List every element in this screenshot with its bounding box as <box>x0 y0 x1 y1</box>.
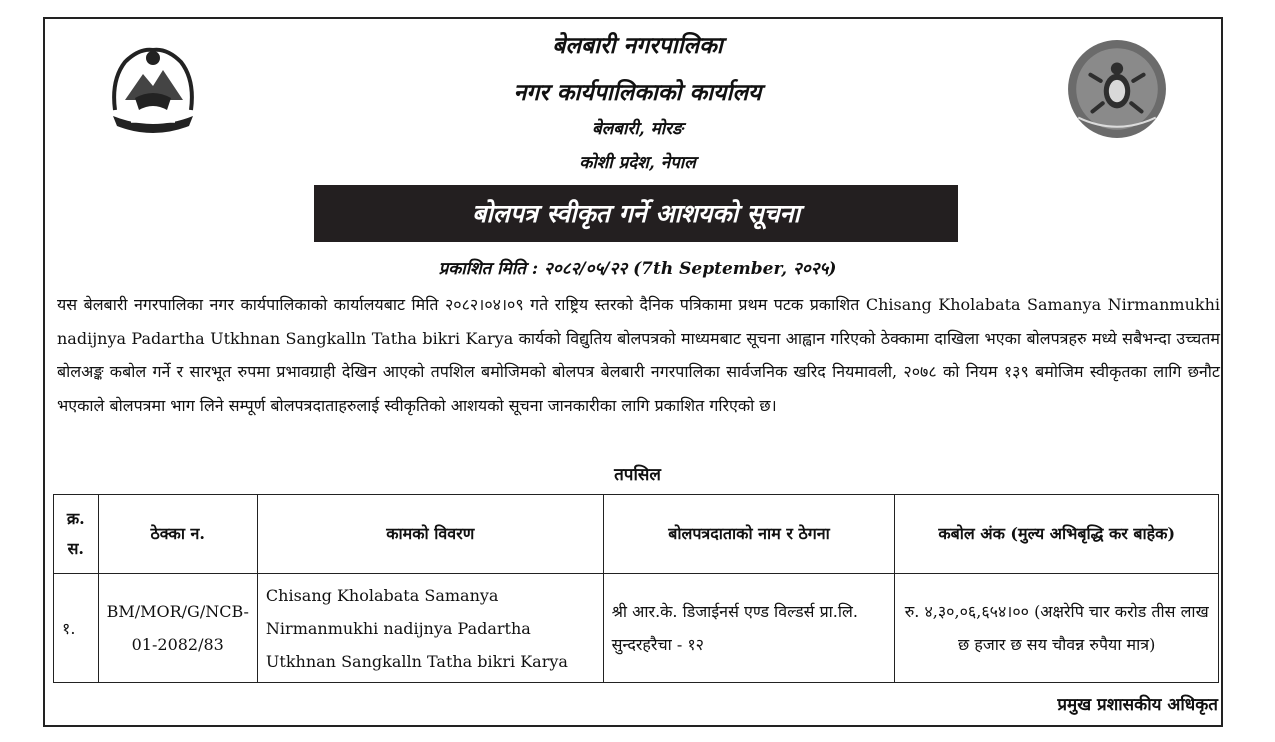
cell-amount: रु. ४,३०,०६,६५४।०० (अक्षरेपि चार करोड तीस लाख छ हजार छ सय चौवन्न रुपैया मात्र) <box>895 574 1219 683</box>
table-row <box>54 574 1219 683</box>
header-description: कामको विवरण <box>257 495 603 574</box>
cell-description: Chisang Kholabata Samanya Nirmanmukhi nadijnya Padartha Utkhnan Sangkalln Tatha bikri Karya <box>257 574 603 683</box>
office-province: कोशी प्रदेश, नेपाल <box>579 153 696 173</box>
municipality-name: बेलबारी नगरपालिका <box>552 32 723 59</box>
published-date: प्रकाशित मिति : २०८२/०५/२२ (7th September, २०२५) <box>438 259 837 279</box>
table-title: तपसिल <box>614 465 661 485</box>
office-name: नगर कार्यपालिकाको कार्यालय <box>513 79 762 106</box>
details-table <box>53 494 1219 683</box>
cell-contract-no: BM/MOR/G/NCB-01-2082/83 <box>98 574 257 683</box>
notice-title-banner: बोलपत्र स्वीकृत गर्ने आशयको सूचना <box>314 185 958 242</box>
cell-serial: १. <box>54 574 99 683</box>
table-header-row <box>54 495 1219 574</box>
header-amount: कबोल अंक (मुल्य अभिबृद्धि कर बाहेक) <box>895 495 1219 574</box>
header-bidder: बोलपत्रदाताको नाम र ठेगना <box>603 495 895 574</box>
header-serial: क्र. स. <box>54 495 99 574</box>
header-contract-no: ठेक्का न. <box>98 495 257 574</box>
cell-bidder: श्री आर.के. डिजाईनर्स एण्ड विल्डर्स प्रा.लि. सुन्दरहरैचा - १२ <box>603 574 895 683</box>
notice-body: यस बेलबारी नगरपालिका नगर कार्यपालिकाको कार्यालयबाट मिति २०८२।०४।०९ गते राष्ट्रिय स्तरको दैनिक पत्रिकामा प्रथम पटक प्रकाशित Chisang Kholabata Samanya Nirmanmukhi nadijnya Padartha Utkhnan Sangkalln Tatha bikri Karya कार्यको विद्युतिय बोलपत्रको माध्यमबाट सूचना आह्वान गरिएको ठेक्कामा दाखिला भएका बोलपत्रहरु मध्ये सबैभन्दा उच्चतम बोलअङ्क कबोल गर्ने र सारभूत रुपमा प्रभावग्राही देखिन आएको तपशिल बमोजिमको बोलपत्र बेलबारी नगरपालिका सार्वजनिक खरिद नियमावली, २०७८ को नियम १३९ बमोजिम स्वीकृतका लागि छनौट भएकाले बोलपत्रमा भाग लिने सम्पूर्ण बोलपत्रदाताहरुलाई स्वीकृतिको आशयको सूचना जानकारीका लागि प्रकाशित गरिएको छ। <box>57 295 1220 415</box>
office-location: बेलबारी, मोरङ <box>592 119 683 139</box>
signoff-title: प्रमुख प्रशासकीय अधिकृत <box>1057 695 1218 715</box>
